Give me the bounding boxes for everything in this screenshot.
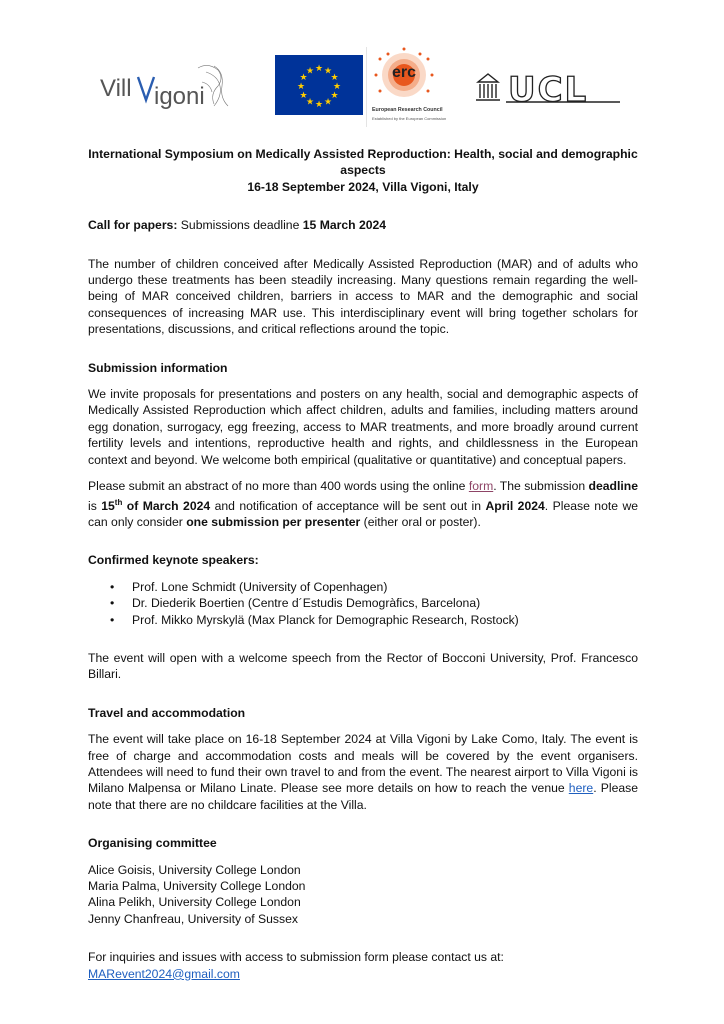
svg-text:★: ★ (330, 91, 339, 101)
travel-heading: Travel and accommodation (88, 705, 246, 720)
intro-paragraph: The number of children conceived after Medically Assisted Reproduction (MAR) and of adults who undergo these treatments has been steadily increasing. Many questions remain regarding the well-being of MAR conceived children, barriers in access to MAR and the demographic and social consequences of increasing MAR use. This interdisciplinary event will bring together scholars for presentations, discussions, and critical reflections around the topic. (88, 256, 638, 337)
form-link[interactable]: form (468, 479, 494, 494)
erc-name: European Research Council (372, 107, 443, 113)
list-item: • Prof. Mikko Myrskylä (Max Planck for Demographic Research, Rostock) (110, 612, 519, 627)
committee-member: Alice Goisis, University College London (88, 862, 301, 877)
notification-date: April 2024 (485, 498, 545, 513)
submission-instructions: Please submit an abstract of no more than 400 words using the online form. The submission deadline is 15th of March 2024 and notification of acceptance will be sent out in April 2024. Please note we can only consider one submission per presenter (either oral or poster). (88, 479, 639, 529)
eu-flag-logo (275, 55, 363, 115)
call-for-papers (88, 217, 638, 233)
title-line-1: International Symposium on Medically Assisted Reproduction: Health, social and demographic (88, 147, 638, 161)
svg-text:★: ★ (305, 66, 315, 77)
committee-member: Alina Pelikh, University College London (88, 895, 301, 910)
venue-link[interactable]: here (568, 781, 594, 796)
villa-vigoni-logo (98, 60, 258, 120)
list-item: • Dr. Diederik Boertien (Centre d´Estudis Demogràfics, Barcelona) (110, 596, 481, 611)
erc-logo (366, 45, 456, 129)
logo-bar (0, 0, 724, 140)
svg-text:igoni: igoni (154, 83, 205, 110)
svg-text:★: ★ (296, 82, 306, 92)
svg-text:★: ★ (299, 73, 308, 83)
svg-text:★: ★ (314, 64, 324, 74)
committee-member: Jenny Chanfreau, University of Sussex (88, 911, 298, 926)
committee-heading: Organising committee (88, 836, 217, 851)
erc-wordmark: erc (392, 64, 417, 81)
svg-text:UCL: UCL (508, 70, 589, 108)
keynote-list (88, 579, 638, 628)
list-item: • Prof. Lone Schmidt (University of Copenhagen) (110, 579, 388, 594)
submission-paragraph: We invite proposals for presentations and posters on any health, social and demographic aspects of Medically Assisted Reproduction which affect children, adults and families, including matters around egg donation, surrogacy, egg freezing, access to MAR treatments, and more broadly around current fertility levels and intentions, reproductive health and rights, and childlessness in the European context and beyond. We welcome both empirical (qualitative or quantitative) and conceptual papers. (88, 387, 638, 467)
svg-text:Vill: Vill (100, 75, 132, 102)
svg-text:★: ★ (305, 97, 315, 108)
call-label: Call for papers: (88, 218, 178, 233)
submission-heading: Submission information (88, 360, 228, 375)
call-date: 15 March 2024 (302, 218, 387, 233)
contact-email-link[interactable]: MARevent2024@gmail.com (88, 966, 240, 981)
contact-text: For inquiries and issues with access to submission form please contact us at: (88, 950, 504, 965)
ucl-logo (474, 68, 624, 108)
travel-paragraph: The event will take place on 16-18 September 2024 at Villa Vigoni by Lake Como, Italy. The event is free of charge and accommodation costs and meals will be covered by the event organisers. Attendees will need to fund their own travel to and from the event. The nearest airport to Villa Vigoni is Milano Malpensa or Milano Linate. Please see more details on how to reach the venue here. Please note that there are no childcare facilities at the Villa. (88, 732, 638, 812)
call-text: Submissions deadline (177, 218, 303, 233)
title-line-2: aspects (340, 163, 386, 178)
bullet-icon: • (110, 596, 115, 611)
keynotes-heading: Confirmed keynote speakers: (88, 553, 259, 568)
svg-text:★: ★ (332, 82, 342, 92)
svg-text:★: ★ (323, 97, 333, 108)
one-submission-note: one submission per presenter (186, 514, 361, 529)
bullet-icon: • (110, 612, 115, 627)
bullet-icon: • (110, 579, 115, 594)
deadline-date: 15th of March 2024 (101, 497, 211, 513)
flyer-body (88, 146, 638, 982)
title-dates: 16-18 September 2024, Villa Vigoni, Italy (247, 179, 479, 194)
opening-paragraph: The event will open with a welcome speech from the Rector of Bocconi University, Prof. Francesco Billari. (88, 651, 638, 682)
svg-text:★: ★ (330, 73, 339, 83)
committee-member: Maria Palma, University College London (88, 879, 306, 894)
erc-subtitle: Established by the European Commission (372, 116, 447, 121)
svg-text:★: ★ (323, 66, 333, 77)
svg-text:★: ★ (314, 100, 324, 110)
svg-text:★: ★ (299, 91, 308, 101)
deadline-label: deadline (588, 479, 638, 494)
